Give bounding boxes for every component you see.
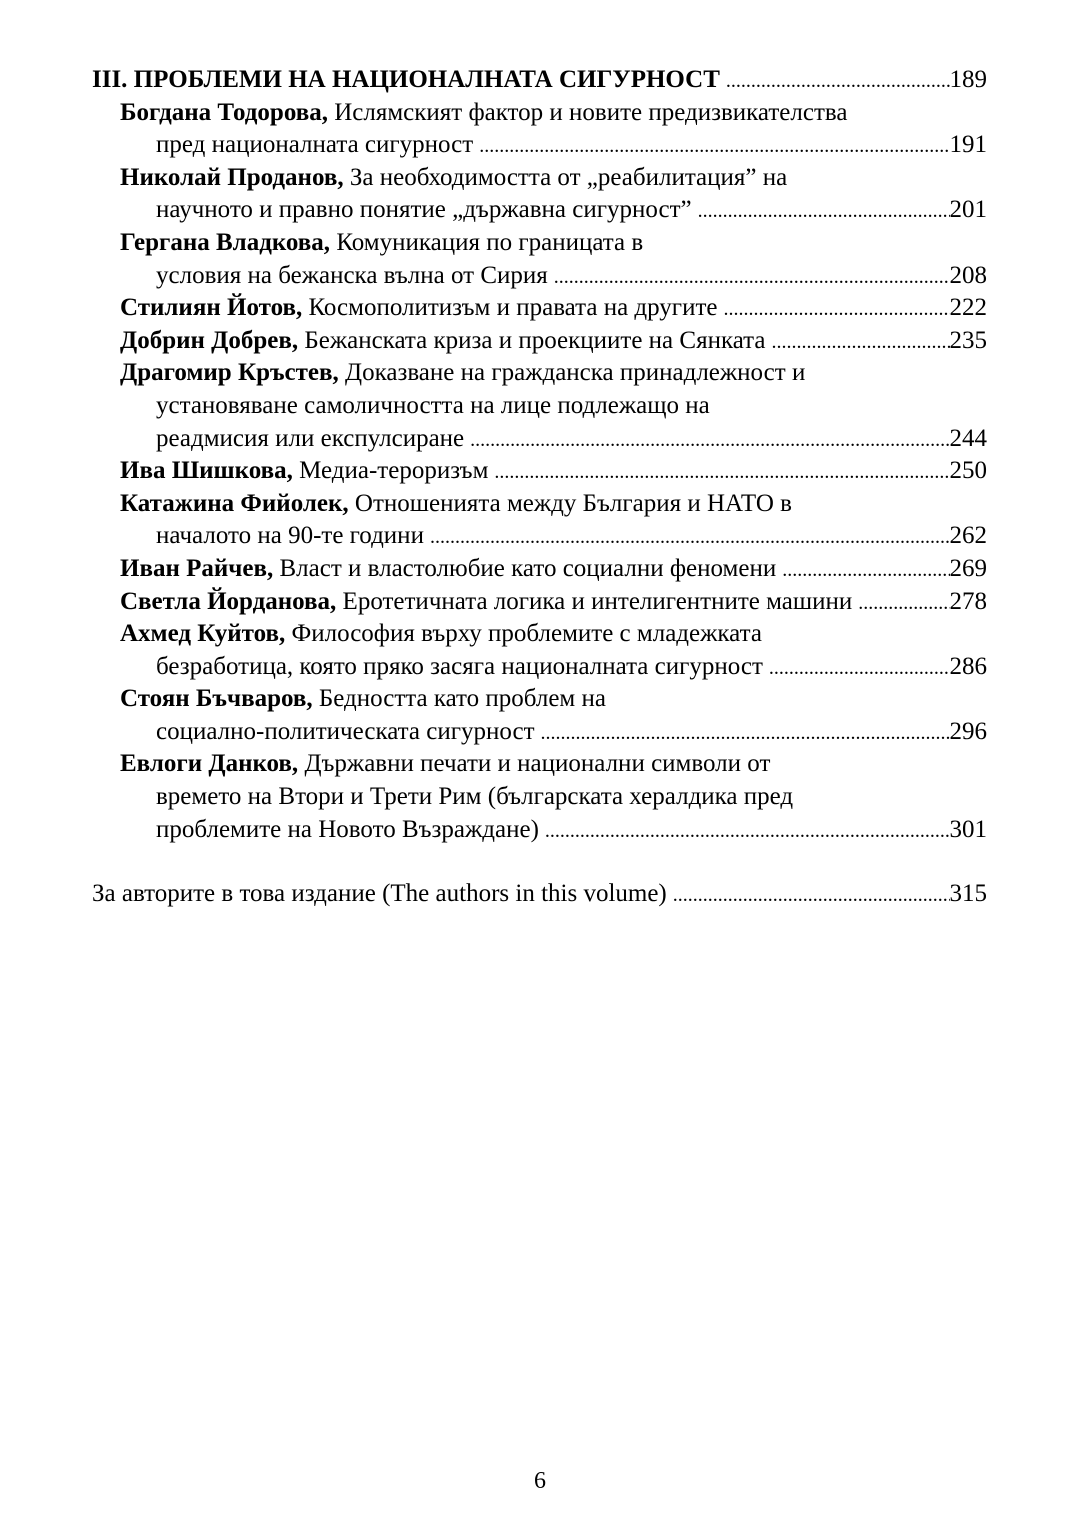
entry-title: условия на бежанска вълна от Сирия: [156, 261, 548, 289]
entry-title: Комуникация по границата в: [330, 228, 644, 256]
toc-entry[interactable]: [92, 455, 987, 488]
entry-author: Стилиян Йотов,: [120, 294, 303, 322]
leader-dots: [763, 652, 950, 685]
spacer: [92, 846, 987, 878]
page-ref: 262: [949, 522, 987, 550]
entry-title: Философия върху проблемите с младежката: [285, 620, 762, 648]
toc-entry[interactable]: [92, 683, 987, 716]
entry-title: началото на 90-те години: [156, 522, 424, 550]
entry-author: Катажина Фийолек,: [120, 489, 349, 517]
entry-author: Евлоги Данков,: [120, 750, 299, 778]
entry-title: Бежанската криза и проекциите на Сянката: [298, 326, 766, 354]
section-heading[interactable]: [92, 64, 987, 97]
toc-entry[interactable]: [92, 748, 987, 781]
toc-entry-continuation[interactable]: [92, 716, 987, 749]
toc-entry-continuation[interactable]: [92, 651, 987, 684]
entry-author: Стоян Бъчваров,: [120, 685, 313, 713]
toc-entry-continuation[interactable]: [92, 390, 987, 423]
leader-dots: [539, 815, 950, 848]
page-ref: 235: [949, 326, 987, 354]
leader-dots: [548, 261, 950, 294]
page-ref: 301: [949, 815, 987, 843]
page-ref: 244: [949, 424, 987, 452]
entry-author: Драгомир Кръстев,: [120, 359, 339, 387]
entry-author: Ива Шишкова,: [120, 457, 293, 485]
entry-title: Отношенията между България и НАТО в: [348, 489, 792, 517]
page-number: 6: [534, 1468, 546, 1494]
toc-entry-continuation[interactable]: [92, 814, 987, 847]
page-ref: 296: [949, 717, 987, 745]
leader-dots: [464, 424, 949, 457]
entry-title: установяване самоличността на лице подлежащо на: [156, 391, 710, 419]
toc-entry[interactable]: [92, 357, 987, 390]
page-ref: 269: [949, 554, 987, 582]
toc-entry[interactable]: [92, 488, 987, 521]
entry-title: реадмисия или експулсиране: [156, 424, 465, 452]
entry-title: Държавни печати и национални символи от: [298, 750, 771, 778]
page-ref: 250: [949, 457, 987, 485]
entry-title: Ислямският фактор и новите предизвикателства: [327, 98, 848, 126]
entry-author: Ахмед Куйтов,: [120, 620, 286, 648]
entry-title: проблемите на Новото Възраждане): [156, 815, 539, 843]
leader-dots: [473, 130, 949, 163]
authors-entry-title: За авторите в това издание (The authors in this volume): [92, 880, 667, 908]
toc-entry-continuation[interactable]: [92, 194, 987, 227]
entry-title: Еротетичната логика и интелигентните машини: [336, 587, 853, 615]
toc-entry[interactable]: [92, 292, 987, 325]
toc-entry-continuation[interactable]: [92, 423, 987, 456]
leader-dots: [535, 717, 950, 750]
toc-entry-continuation[interactable]: [92, 520, 987, 553]
authors-entry[interactable]: [92, 878, 987, 911]
toc-entry[interactable]: [92, 227, 987, 260]
entry-title: Доказване на гражданска принадлежност и: [338, 359, 806, 387]
entry-title: Космополитизъм и правата на другите: [302, 294, 718, 322]
entry-title: Власт и властолюбие като социални феномени: [273, 554, 777, 582]
entry-title: Бедността като проблем на: [312, 685, 606, 713]
entry-title: времето на Втори и Трети Рим (българската хералдика пред: [156, 783, 794, 811]
page-ref: 208: [949, 261, 987, 289]
entry-title: безработица, която пряко засяга националната сигурност: [156, 652, 763, 680]
leader-dots: [766, 326, 950, 359]
toc-entry[interactable]: [92, 162, 987, 195]
leader-dots: [692, 195, 950, 228]
entry-title: Медиа-тероризъм: [292, 457, 489, 485]
page-ref: 278: [949, 587, 987, 615]
toc-entry[interactable]: [92, 553, 987, 586]
toc-entry-continuation[interactable]: [92, 781, 987, 814]
table-of-contents: [92, 64, 987, 911]
toc-entry[interactable]: [92, 325, 987, 358]
entry-author: Богдана Тодорова,: [120, 98, 328, 126]
entry-title: социално-политическата сигурност: [156, 717, 535, 745]
page-ref: 189: [949, 66, 987, 93]
toc-entry[interactable]: [92, 586, 987, 619]
entry-author: Добрин Добрев,: [120, 326, 299, 354]
toc-entry[interactable]: [92, 97, 987, 130]
entry-list: [92, 97, 987, 847]
leader-dots: [667, 879, 950, 912]
toc-entry-continuation[interactable]: [92, 260, 987, 293]
entry-author: Иван Райчев,: [120, 554, 274, 582]
entry-title: пред националната сигурност: [156, 131, 474, 159]
page-ref: 315: [949, 880, 987, 908]
leader-dots: [776, 554, 949, 587]
leader-dots: [852, 587, 949, 620]
page-ref: 201: [949, 196, 987, 224]
page-ref: 286: [949, 652, 987, 680]
toc-entry[interactable]: [92, 618, 987, 651]
section-title: III. ПРОБЛЕМИ НА НАЦИОНАЛНАТА СИГУРНОСТ: [92, 66, 720, 93]
leader-dots: [720, 65, 950, 98]
entry-author: Светла Йорданова,: [120, 587, 337, 615]
entry-author: Николай Проданов,: [120, 163, 344, 191]
toc-entry-continuation[interactable]: [92, 129, 987, 162]
entry-author: Гергана Владкова,: [120, 228, 331, 256]
leader-dots: [424, 521, 950, 554]
page-ref: 191: [949, 131, 987, 159]
leader-dots: [717, 293, 949, 326]
entry-title: научното и правно понятие „държавна сигурност”: [156, 196, 692, 224]
leader-dots: [488, 456, 949, 489]
page-ref: 222: [949, 294, 987, 322]
entry-title: За необходимостта от „реабилитация” на: [343, 163, 788, 191]
